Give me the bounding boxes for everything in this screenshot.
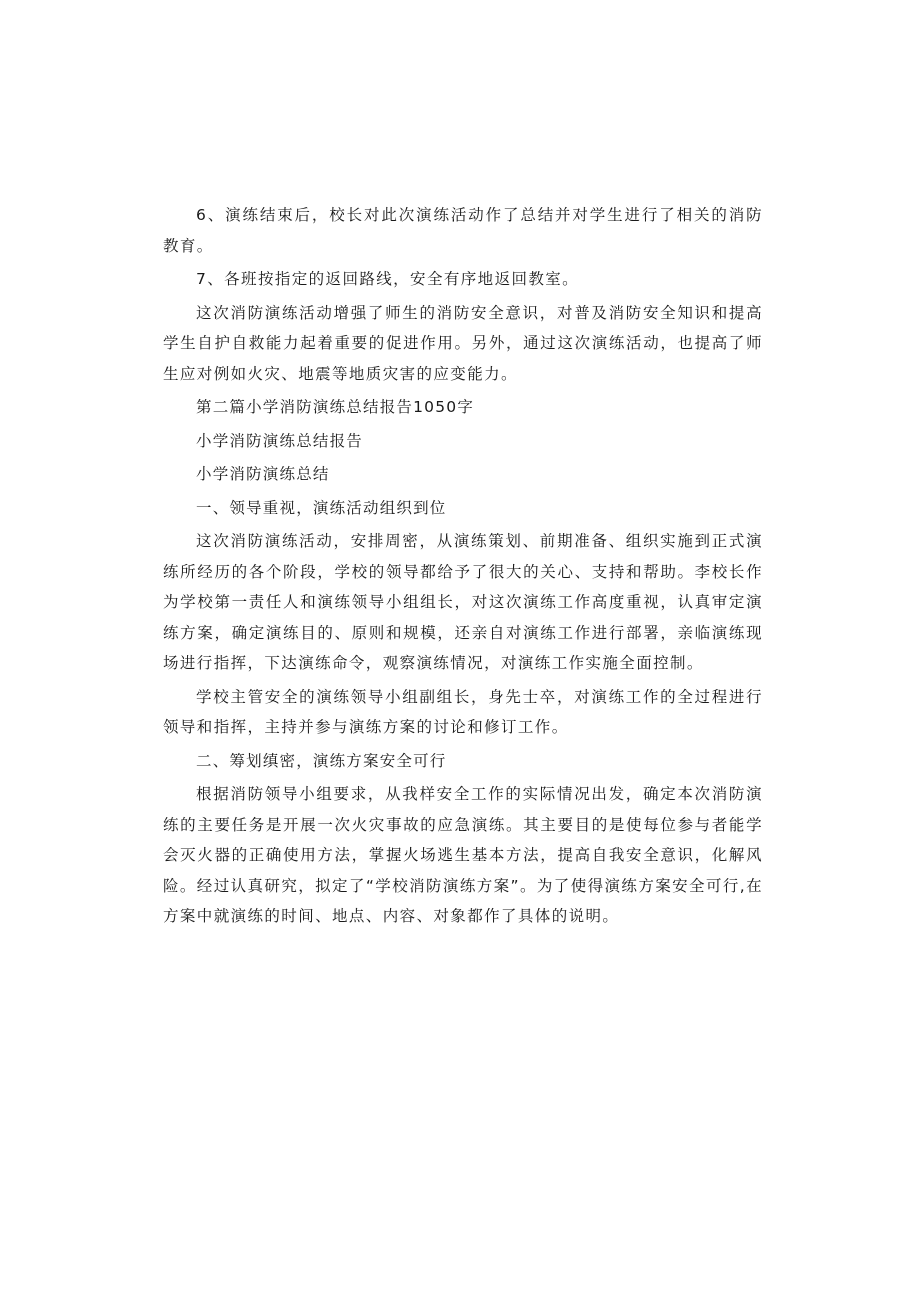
section-title-part-two: 第二篇小学消防演练总结报告1050字 bbox=[196, 398, 475, 416]
heading-leadership: 一、领导重视，演练活动组织到位 bbox=[196, 498, 447, 517]
report-title: 小学消防演练总结报告 bbox=[196, 431, 364, 450]
document-body bbox=[163, 200, 763, 932]
report-subtitle: 小学消防演练总结 bbox=[196, 465, 330, 483]
paragraph-step-6: 6、演练结束后，校长对此次演练活动作了总结并对学生进行了相关的消防教育。 bbox=[163, 206, 763, 255]
paragraph-leadership: 这次消防演练活动，安排周密，从演练策划、前期准备、组织实施到正式演练所经历的各个阶段，学校的领导都给予了很大的关心、支持和帮助。李校长作为学校第一责任人和演练领导小组组长，对这次演练工作高度重视，认真审定演练方案，确定演练目的、原则和规模，还亲自对演练工作进行部署，亲临演练现场进行指挥，下达演练命令，观察演练情况，对演练工作实施全面控制。 bbox=[163, 532, 763, 672]
paragraph-deputy-leader: 学校主管安全的演练领导小组副组长，身先士卒，对演练工作的全过程进行领导和指挥，主持并参与演练方案的讨论和修订工作。 bbox=[163, 687, 763, 736]
paragraph-planning: 根据消防领导小组要求，从我样安全工作的实际情况出发，确定本次消防演练的主要任务是开展一次火灾事故的应急演练。其主要目的是使每位参与者能学会灭火器的正确使用方法，掌握火场逃生基本方法，提高自我安全意识，化解风险。经过认真研究，拟定了“学校消防演练方案”。为了使得演练方案安全可行,在方案中就演练的时间、地点、内容、对象都作了具体的说明。 bbox=[163, 785, 763, 925]
heading-planning: 二、筹划缜密，演练方案安全可行 bbox=[196, 751, 447, 770]
paragraph-summary: 这次消防演练活动增强了师生的消防安全意识，对普及消防安全知识和提高学生自护自救能力起着重要的促进作用。另外，通过这次演练活动，也提高了师生应对例如火灾、地震等地质灾害的应变能力。 bbox=[163, 303, 763, 383]
paragraph-step-7: 7、各班按指定的返回路线，安全有序地返回教室。 bbox=[196, 270, 580, 288]
